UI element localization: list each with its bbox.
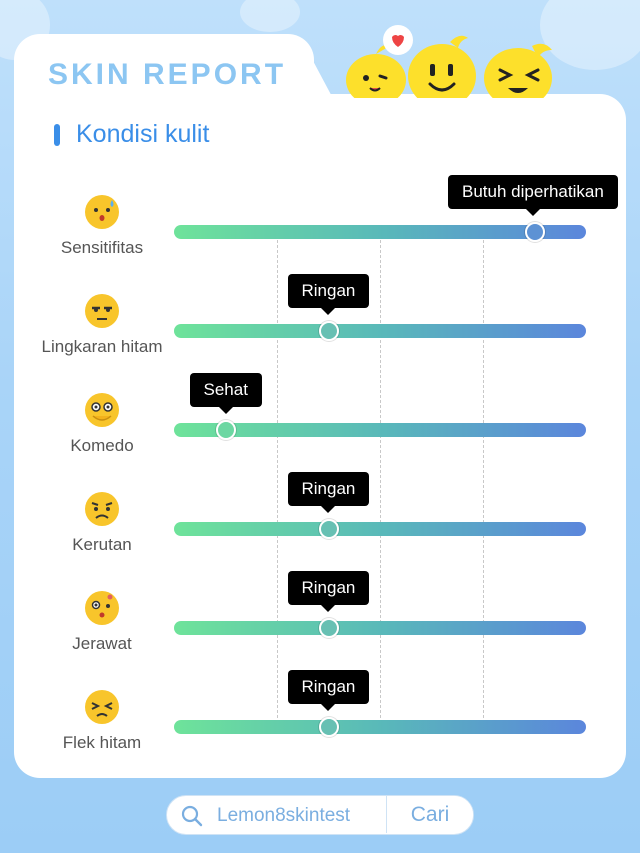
status-tooltip: Butuh diperhatikan	[448, 175, 618, 209]
status-tooltip: Ringan	[288, 670, 370, 704]
skin-row	[0, 677, 640, 776]
level-thumb	[216, 420, 236, 440]
search-button[interactable]: Cari	[386, 796, 473, 833]
section-accent-bar	[54, 124, 60, 146]
frown-face-icon	[82, 487, 122, 527]
mascot-smile-icon	[408, 36, 476, 98]
level-thumb	[525, 222, 545, 242]
lemon-mascots	[340, 18, 580, 98]
level-track	[174, 423, 586, 437]
level-track	[174, 720, 586, 734]
report-title: SKIN REPORT	[48, 58, 287, 91]
level-thumb	[319, 717, 339, 737]
squint-face-icon	[82, 685, 122, 725]
skin-row	[0, 479, 640, 578]
section-title: Kondisi kulit	[76, 120, 210, 148]
status-tooltip: Ringan	[288, 472, 370, 506]
tired-face-icon	[82, 289, 122, 329]
skin-row	[0, 578, 640, 677]
row-label: Lingkaran hitam	[41, 337, 163, 356]
status-tooltip: Ringan	[288, 571, 370, 605]
row-label: Flek hitam	[62, 733, 142, 752]
covering-face-icon	[82, 388, 122, 428]
row-label: Sensitifitas	[60, 238, 144, 257]
row-label: Kerutan	[72, 535, 132, 554]
level-track	[174, 621, 586, 635]
skin-row	[0, 281, 640, 380]
bg-bubble	[240, 0, 300, 32]
row-label: Komedo	[70, 436, 134, 455]
level-thumb	[319, 618, 339, 638]
level-track	[174, 522, 586, 536]
level-thumb	[319, 519, 339, 539]
search-bar[interactable]	[166, 795, 474, 835]
search-query[interactable]: Lemon8skintest	[217, 805, 351, 826]
sweat-face-icon	[82, 190, 122, 230]
status-tooltip: Sehat	[190, 373, 262, 407]
heart-bubble-icon	[383, 25, 413, 55]
search-icon	[181, 805, 203, 827]
row-label: Jerawat	[72, 634, 132, 653]
skin-row	[0, 380, 640, 479]
surprised-face-icon	[82, 586, 122, 626]
level-thumb	[319, 321, 339, 341]
skin-row	[0, 182, 640, 281]
status-tooltip: Ringan	[288, 274, 370, 308]
level-track	[174, 324, 586, 338]
mascot-laugh-icon	[484, 44, 552, 98]
